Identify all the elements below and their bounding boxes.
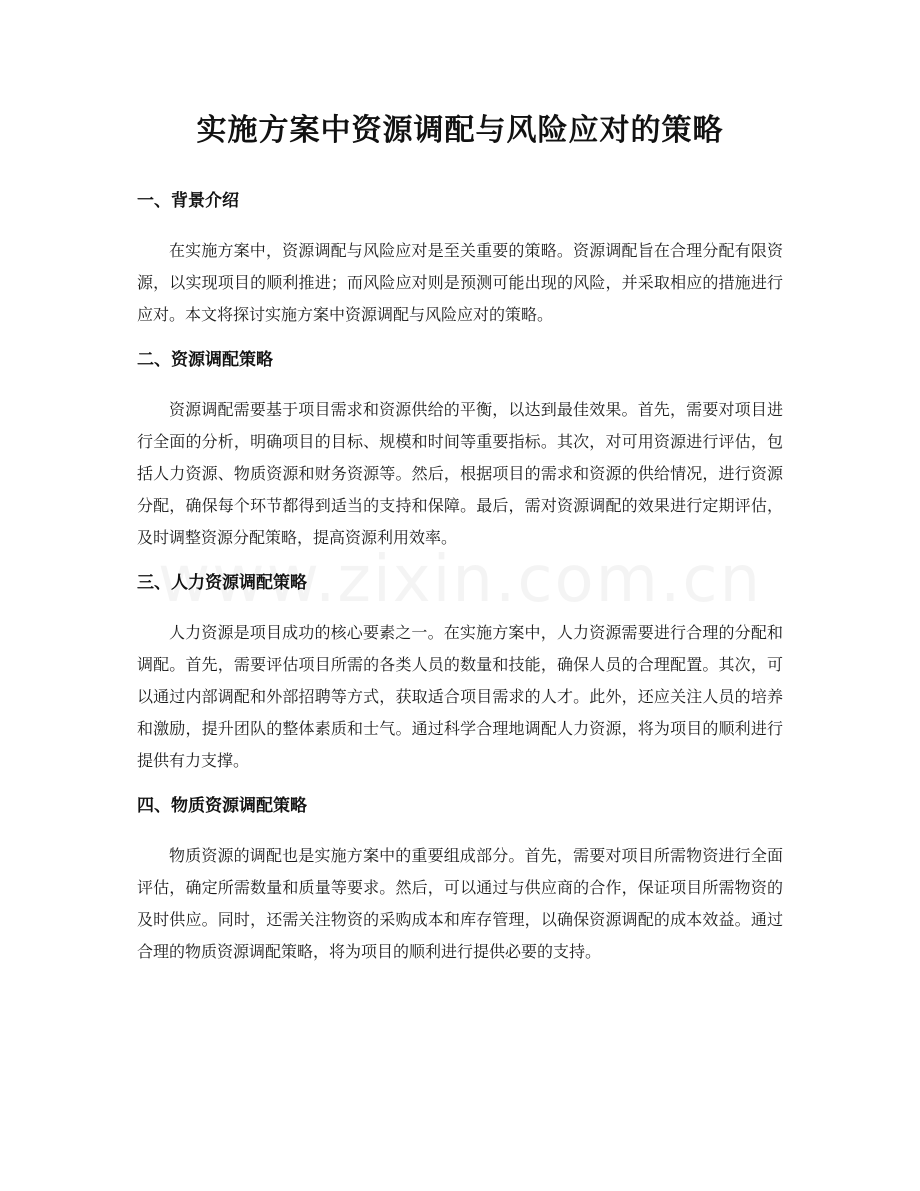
section-background (137, 188, 783, 331)
section-heading: 二、资源调配策略 (137, 350, 273, 370)
section-heading: 四、物质资源调配策略 (137, 796, 307, 816)
section-paragraph: 物质资源的调配也是实施方案中的重要组成部分。首先，需要对项目所需物资进行全面评估，确定所需数量和质量等要求。然后，可以通过与供应商的合作，保证项目所需物资的及时供应。同时，还需关注物资的采购成本和库存管理，以确保资源调配的成本效益。通过合理的物质资源调配策略，将为项目的顺利进行提供必要的支持。 (137, 846, 783, 961)
section-heading: 一、背景介绍 (137, 191, 239, 211)
section-human-resources (137, 570, 783, 777)
section-resource-allocation (137, 347, 783, 554)
document-title: 实施方案中资源调配与风险应对的策略 (196, 113, 724, 148)
section-paragraph: 资源调配需要基于项目需求和资源供给的平衡，以达到最佳效果。首先，需要对项目进行全面的分析，明确项目的目标、规模和时间等重要指标。其次，对可用资源进行评估，包括人力资源、物质资源和财务资源等。然后，根据项目的需求和资源的供给情况，进行资源分配，确保每个环节都得到适当的支持和保障。最后，需对资源调配的效果进行定期评估，及时调整资源分配策略，提高资源利用效率。 (137, 400, 783, 547)
section-material-resources (137, 793, 783, 968)
section-paragraph: 人力资源是项目成功的核心要素之一。在实施方案中，人力资源需要进行合理的分配和调配。首先，需要评估项目所需的各类人员的数量和技能，确保人员的合理配置。其次，可以通过内部调配和外部招聘等方式，获取适合项目需求的人才。此外，还应关注人员的培养和激励，提升团队的整体素质和士气。通过科学合理地调配人力资源，将为项目的顺利进行提供有力支撑。 (137, 623, 783, 770)
section-heading: 三、人力资源调配策略 (137, 573, 307, 593)
section-paragraph: 在实施方案中，资源调配与风险应对是至关重要的策略。资源调配旨在合理分配有限资源，以实现项目的顺利推进；而风险应对则是预测可能出现的风险，并采取相应的措施进行应对。本文将探讨实施方案中资源调配与风险应对的策略。 (137, 241, 783, 324)
